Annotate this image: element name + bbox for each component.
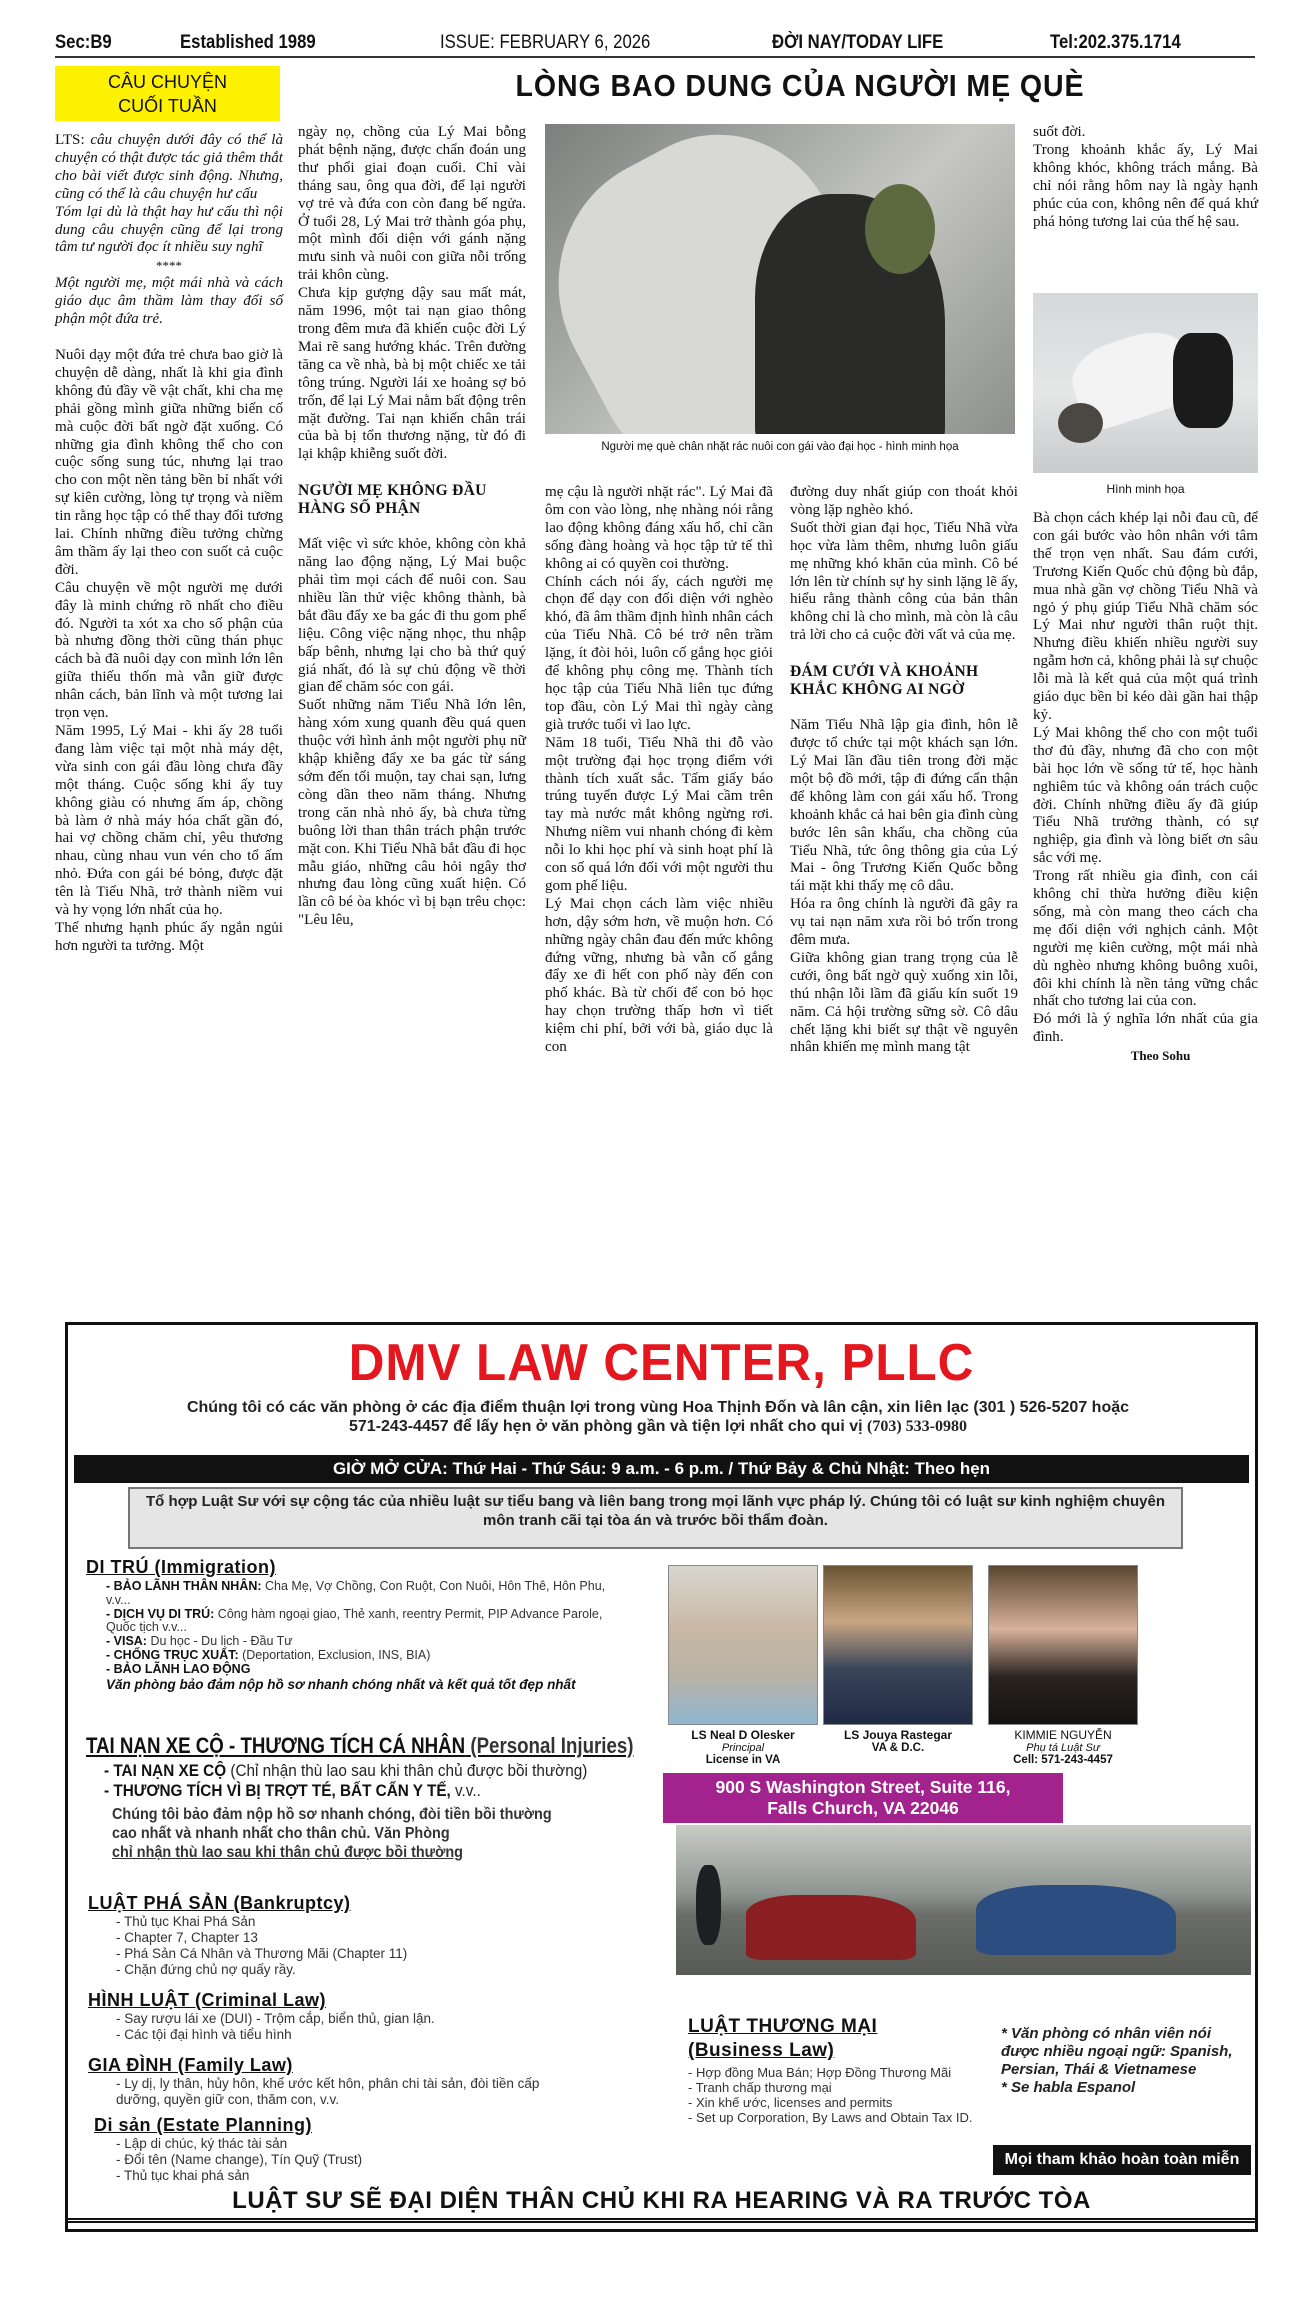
section-heading: DI TRÚ (Immigration)	[86, 1557, 276, 1577]
lawyer-license: License in VA	[705, 1754, 781, 1766]
ad-intro	[178, 1398, 1138, 1436]
lawyer-photo	[988, 1565, 1138, 1725]
paragraph: Lý Mai không thể cho con một tuổi thơ đủ đầy, nhưng đã cho con một bài học lớn về sống tử tế, học hành nghiêm túc và không oán trách cuộc đời. Chính những điều ấy đã giúp Tiểu Nhã trưởng thành, có sự nghiệp, gia đình và lòng biết ơn sâu sắc với mẹ.	[1033, 724, 1258, 867]
paragraph: Mất việc vì sức khỏe, không còn khả năng lao động nặng, Lý Mai buộc phải tìm mọi cách để nuôi con. Sau nhiều lần thử việc không thành, bà bắt đầu đẩy xe ba gác đi thu gom phế liệu. Công việc nặng nhọc, thu nhập bấp bênh, nhưng lại cho bà thứ quý giá nhất, đó là sự chủ động về thời gian để chăm sóc con gái.	[298, 536, 526, 696]
lawyer-photo	[668, 1565, 818, 1725]
estate-planning-section	[94, 2115, 614, 2184]
service-item: - Tranh chấp thương mại	[688, 2080, 832, 2095]
article-column-1	[55, 132, 283, 956]
paragraph: mẹ cậu là người nhặt rác". Lý Mai đã ôm con vào lòng, nhẹ nhàng nói rằng lao động không đáng xấu hổ, chỉ cần sống đàng hoàng và học tập tử tế thì không ai có quyền coi thường.	[545, 484, 773, 572]
paragraph: Bà chọn cách khép lại nỗi đau cũ, để con gái bước vào hôn nhân với tâm thế trọn vẹn nhất. Sau đám cưới, Trương Kiến Quốc chủ động bù đắp, mua nhà gần vợ chồng Tiểu Nhã và ngỏ ý phụ giúp Tiểu Nhã chăm sóc Lý Mai như người thân ruột thịt. Nhưng điều khiến nhiều người suy ngẫm hơn cả, không phải là sự chuộc lỗi mà là kết quả của một quá trình giáo dục bền bỉ kéo dài gần hai thập kỷ.	[1033, 510, 1258, 723]
paragraph: Năm 1995, Lý Mai - khi ấy 28 tuổi đang làm việc tại một nhà máy dệt, vừa sinh con gái đầu lòng chưa đầy một tháng. Cuộc sống khi ấy tuy không giàu có nhưng ấm áp, chồng bà làm ở nhà máy hóa chất gần đó, hai vợ chồng chăm chỉ, yêu thương nhau, cùng nhau vun vén cho tổ ấm nhỏ. Đứa con gái bé bỏng, được đặt tên là Tiểu Nhã, trở thành niềm vui và hy vọng lớn nhất của họ.	[55, 723, 283, 919]
section-heading: Di sản (Estate Planning)	[94, 2115, 313, 2135]
immigration-section	[86, 1557, 606, 1692]
office-address: 900 S Washington Street, Suite 116, Falls Church, VA 22046	[663, 1773, 1063, 1823]
paragraph: Suốt những năm Tiểu Nhã lớn lên, hàng xóm xung quanh đều quá quen thuộc với hình ảnh một người phụ nữ khập khiễng đẩy xe ba gác từ sáng sớm đến tối muộn, tay chai sạn, lưng còng dần theo năm tháng. Nhưng trong căn nhà nhỏ ấy, bà chưa từng buông lời than thân trách phận trước mặt con. Khi Tiểu Nhã bắt đầu đi học mẫu giáo, những câu hỏi ngây thơ nhưng đau lòng cũng xuất hiện. Có lần cô bé òa khóc vì bị bạn trêu chọc: "Lêu lêu,	[298, 697, 526, 929]
section-heading: LUẬT THƯƠNG MẠI	[688, 2016, 878, 2037]
service-item: - Chapter 7, Chapter 13	[116, 1930, 258, 1945]
service-item: - Chặn đứng chủ nợ quấy rầy.	[116, 1962, 296, 1977]
separator: ****	[156, 258, 182, 274]
injury-section	[86, 1733, 666, 1862]
ad-footer-slogan: LUẬT SƯ SẼ ĐẠI DIỆN THÂN CHỦ KHI RA HEARING VÀ RA TRƯỚC TÒA	[68, 2187, 1255, 2223]
lawyer-card	[668, 1565, 818, 1767]
lawyer-name: LS Neal D Olesker	[691, 1728, 795, 1742]
injury-note: Chúng tôi bảo đảm nộp hồ sơ nhanh chóng, đòi tiền bồi thường	[112, 1806, 552, 1823]
lawyer-photo	[823, 1565, 973, 1725]
kicker-line: CÂU CHUYỆN	[107, 72, 227, 92]
paragraph: Trong rất nhiều gia đình, con cái không chỉ thừa hưởng điều kiện sống, mà còn mang theo cách cha mẹ đối diện với nghịch cảnh. Một người mẹ kiên cường, một mái nhà dù nghèo nhưng không buông xuôi, đôi khi chính là nền tảng vững chắc nhất cho tương lai của con.	[1033, 868, 1258, 1010]
editor-note	[55, 132, 283, 204]
article-photo-man-kneeling	[1033, 293, 1258, 473]
service-item: - Phá Sản Cá Nhân và Thương Mãi (Chapter 11)	[116, 1946, 408, 1961]
kicker-line: CUỐI TUẦN	[118, 96, 217, 116]
immigration-note: Văn phòng bảo đảm nộp hồ sơ nhanh chóng nhất và kết quả tốt đẹp nhất	[106, 1676, 576, 1692]
established-year: Established 1989	[180, 32, 316, 53]
lawyer-license: VA & D.C.	[871, 1742, 925, 1754]
lawyer-card	[988, 1565, 1138, 1767]
article-column-5-top	[1033, 124, 1258, 231]
paragraph: Giữa không gian trang trọng của lễ cưới, ông bất ngờ quỳ xuống xin lỗi, thú nhận lỗi lầm đã giấu kín suốt 19 năm. Cả hội trường sững sờ. Cô dâu chết lặng khi biết sự thật về nguyên nhân khiến mẹ mình mang tật	[790, 949, 1018, 1056]
service-item: - Hợp đồng Mua Bán; Hợp Đồng Thương Mãi	[688, 2065, 952, 2080]
lts-text: câu chuyện dưới đây có thể là chuyện có thật được tác giả thêm thắt cho bài viết được sinh động. Nhưng, cũng có thể là câu chuyện hư cấu	[55, 132, 283, 202]
paragraph: Câu chuyện về một người mẹ dưới đây là minh chứng rõ nhất cho điều đó. Người ta xót xa cho số phận của bà nhưng đồng thời cũng thán phục cách bà đã nuôi dạy con mình lớn lên giữa thiếu thốn mà vẫn giữ được nhân cách, bản lĩnh và một tương lai trọn vẹn.	[55, 579, 283, 722]
issue-date: ISSUE: FEBRUARY 6, 2026	[440, 32, 651, 53]
paragraph: Chưa kịp gượng dậy sau mất mát, năm 1996, một tai nạn giao thông trong đêm mưa đã khiến cuộc đời Lý Mai rẽ sang hướng khác. Trên đường tăng ca về nhà, bà bị một chiếc xe tải tông trúng. Người lái xe hoảng sợ bỏ trốn, để lại Lý Mai nằm bất động trên mặt đường. Tai nạn khiến chân trái của bà bị tổn thương nặng, từ đó đi lại khập khiễng suốt đời.	[298, 285, 526, 463]
business-law-section	[688, 2015, 988, 2125]
section-heading: TAI NẠN XE CỘ - THƯƠNG TÍCH CÁ NHÂN (Personal Injuries)	[86, 1733, 634, 1758]
law-firm-advertisement	[65, 1322, 1258, 2232]
injury-note: cao nhất và nhanh nhất cho thân chủ. Văn Phòng	[112, 1825, 450, 1842]
lawyer-role: Phụ tá Luật Sư	[1026, 1742, 1100, 1754]
service-item: - Thủ tục Khai Phá Sản	[116, 1914, 256, 1929]
office-hours-bar: GIỜ MỞ CỬA: Thứ Hai - Thứ Sáu: 9 a.m. - 6 p.m. / Thứ Bảy & Chủ Nhật: Theo hẹn	[74, 1455, 1249, 1483]
lawyer-name: KIMMIE NGUYỄN	[1014, 1728, 1112, 1742]
paragraph: Chính cách nói ấy, cách người mẹ chọn để dạy con đối diện với nghèo khó, đã âm thầm định hình nhân cách của Tiểu Nhã. Cô bé trở nên trầm lặng, ít đòi hỏi, luôn cố gắng học giỏi để không phụ công mẹ. Thành tích học tập của Tiểu Nhã liên tục đứng top đầu, còn Lý Mai thì ngày càng già trước tuổi vì lao lực.	[545, 573, 773, 733]
lawyer-card	[823, 1565, 973, 1755]
lawyer-phone: Cell: 571-243-4457	[1013, 1754, 1113, 1766]
service-item: - Say rượu lái xe (DUI) - Trộm cắp, biển thủ, gian lận.	[116, 2011, 435, 2026]
article-subheading: NGƯỜI MẸ KHÔNG ĐẦU HÀNG SỐ PHẬN	[298, 482, 487, 518]
paragraph: Suốt thời gian đại học, Tiểu Nhã vừa học vừa làm thêm, nhưng luôn giấu mẹ những khó khăn của mình. Cô bé lớn lên từ chính sự hy sinh lặng lẽ ấy, hiểu rằng thành công của bản thân không chỉ là cho mình, mà còn là câu trả lời cho cả cuộc đời vất vả của mẹ.	[790, 519, 1018, 644]
section-heading: (Business Law)	[688, 2040, 835, 2061]
article-byline: Theo Sohu	[1130, 1048, 1191, 1064]
article-column-4	[790, 484, 1018, 1057]
article-subheading: ĐÁM CƯỚI VÀ KHOẢNH KHẮC KHÔNG AI NGỜ	[790, 663, 979, 699]
article-column-5-bottom	[1033, 510, 1258, 1065]
service-item: - DỊCH VỤ DI TRÚ: Công hàm ngoại giao, Thẻ xanh, reentry Permit, PIP Advance Parole, Quốc tịch v.v...	[106, 1606, 603, 1635]
lawyer-name: LS Jouya Rastegar	[843, 1728, 953, 1742]
section-heading: LUẬT PHÁ SẢN (Bankruptcy)	[88, 1893, 351, 1913]
ad-intro-text: Chúng tôi có các văn phòng ở các địa điểm thuận lợi trong vùng Hoa Thịnh Đốn và lân cận, xin liên lạc (301 ) 526-5207 hoặc 571-243-4457 để lấy hẹn ở văn phòng gần và tiện lợi nhất cho qui vị	[186, 1399, 1130, 1435]
service-item: - Đổi tên (Name change), Tín Quỹ (Trust)	[116, 2152, 363, 2167]
page-header	[55, 30, 1255, 58]
paragraph: Lý Mai chọn cách làm việc nhiều hơn, dậy sớm hơn, về muộn hơn. Có những ngày chân đau đến mức không đứng vững, nhưng bà vẫn cố gắng đẩy xe đi hết con phố này đến con phố khác. Bà từ chối để con bỏ học hay chọn trường thấp hơn vì tiết kiệm chi phí, bởi với bà, giáo dục là con	[545, 895, 773, 1056]
paragraph: Trong khoảnh khắc ấy, Lý Mai không khóc, không trách mắng. Bà chỉ nói rằng hôm nay là ngày hạnh phúc của con, không nên để quá khứ phá hỏng tương lai của thế hệ sau.	[1033, 141, 1258, 230]
paragraph: suốt đời.	[1033, 124, 1086, 140]
service-item: - BẢO LÃNH THÂN NHÂN: Cha Mẹ, Vợ Chồng, Con Ruột, Con Nuôi, Hôn Thê, Hôn Phu, v.v...	[106, 1579, 606, 1607]
ad-title: DMV LAW CENTER, PLLC	[348, 1334, 975, 1392]
paragraph: ngày nọ, chồng của Lý Mai bỗng phát bệnh nặng, được chẩn đoán ung thư phổi giai đoạn cuối. Chỉ vài tháng sau, ông qua đời, để lại người vợ trẻ và đứa con còn đang bế ngửa. Ở tuổi 28, Lý Mai trở thành góa phụ, một mình đối diện với gánh nặng mưu sinh và nuôi con giữa nỗi trống trải khôn cùng.	[298, 124, 526, 284]
photo-caption: Hình minh họa	[1106, 482, 1185, 496]
lts-text: Tóm lại dù là thật hay hư cấu thì nội dung câu chuyện cũng để lại trong tâm tư người đọc ít nhiều suy nghĩ	[55, 203, 283, 256]
service-item: - Xin khế ước, licenses and permits	[688, 2095, 893, 2110]
paragraph: Nuôi dạy một đứa trẻ chưa bao giờ là chuyện dễ dàng, nhất là khi gia đình không đủ đầy về vật chất, khi cha mẹ phải gồng mình giữa những biến cố mà cuộc đời bất ngờ đặt xuống. Có những gia đình không thể cho con cuộc sống sung túc, nhưng lại trao cho con một nền tảng bền bỉ nhất với sự kiên cường, lòng tự trọng và niềm tin rằng học tập có thể thay đổi tương lai. Chính những điều tưởng chừng âm thầm ấy lại theo con suốt cả cuộc đời.	[55, 346, 283, 578]
paragraph: Đó mới là ý nghĩa lớn nhất của gia đình.	[1033, 1011, 1258, 1046]
firm-description-box: Tổ hợp Luật Sư với sự cộng tác của nhiều luật sư tiểu bang và liên bang trong mọi lãnh vực pháp lý. Chúng tôi có luật sư kinh nghiệm chuyên môn tranh cãi tại tòa án và trước bồi thẩm đoàn.	[128, 1487, 1183, 1549]
car-accident-photo	[676, 1825, 1251, 1975]
service-item: - Set up Corporation, By Laws and Obtain Tax ID.	[688, 2110, 973, 2125]
ad-phone: (703) 533-0980	[867, 1418, 967, 1435]
free-consultation-banner: Mọi tham khảo hoàn toàn miễn phí	[993, 2145, 1251, 2175]
service-item: - Ly dị, ly thân, hủy hôn, khế ước kết hôn, phân chi tài sản, đòi tiền cấp dưỡng, quyền giữ con, thăm con, v.v.	[116, 2076, 540, 2107]
section-kicker	[55, 66, 280, 121]
service-item: - Các tội đại hình và tiểu hình	[116, 2027, 292, 2042]
service-item: - TAI NẠN XE CỘ (Chỉ nhận thù lao sau khi thân chủ được bồi thường)	[104, 1761, 588, 1780]
article-teaser: Một người mẹ, một mái nhà và cách giáo dục âm thầm làm thay đổi số phận một đứa trẻ.	[55, 275, 283, 328]
article-column-2	[298, 124, 526, 930]
service-item: - BẢO LÃNH LAO ĐỘNG	[106, 1661, 251, 1676]
photo-caption: Người mẹ què chân nhặt rác nuôi con gái vào đại học - hình minh họa	[601, 441, 959, 453]
article-column-3	[545, 484, 773, 1057]
article-headline: LÒNG BAO DUNG CỦA NGƯỜI MẸ QUÈ	[515, 68, 1085, 103]
article-photo-mother-carrying-sack	[545, 124, 1015, 434]
service-item: - CHỐNG TRỤC XUẤT: (Deportation, Exclusion, INS, BIA)	[106, 1647, 431, 1662]
service-item: - Thủ tục khai phá sản	[116, 2168, 250, 2183]
service-item: - VISA: Du học - Du lịch - Đầu Tư	[106, 1634, 293, 1649]
section-number: Sec:B9	[55, 32, 112, 53]
languages-note: * Văn phòng có nhân viên nói được nhiều ngoại ngữ: Spanish, Persian, Thái & Vietnamese * Se habla Espanol	[1001, 2025, 1233, 2096]
lawyer-role: Principal	[721, 1742, 765, 1754]
family-law-section	[88, 2055, 568, 2108]
lts-label: LTS:	[55, 132, 85, 148]
injury-note: chỉ nhận thù lao sau khi thân chủ được bồi thường	[112, 1844, 463, 1861]
service-item: - Lập di chúc, ký thác tài sản	[116, 2136, 288, 2151]
section-heading: HÌNH LUẬT (Criminal Law)	[88, 1990, 327, 2010]
publication-name: ĐỜI NAY/TODAY LIFE	[772, 32, 944, 53]
paragraph: đường duy nhất giúp con thoát khỏi vòng lặp nghèo khó.	[790, 484, 1018, 518]
paragraph: Năm Tiểu Nhã lập gia đình, hôn lễ được tổ chức tại một khách sạn lớn. Lý Mai lần đầu tiên trong đời mặc một bộ đồ mới, tập đi đứng cẩn thận để không làm con gái xấu hổ. Trong khoảnh khắc cả hai bên gia đình cùng bước lên sân khấu, cha chồng của Tiểu Nhã, tức ông thông gia của Lý Mai - ông Trương Kiến Quốc bỗng tái mặt khi thấy mẹ cô dâu.	[790, 717, 1018, 895]
paragraph: Năm 18 tuổi, Tiểu Nhã thi đỗ vào một trường đại học trọng điểm với thành tích xuất sắc. Tấm giấy báo trúng tuyển được Lý Mai cầm trên tay mà nước mắt không ngừng rơi. Nhưng niềm vui nhanh chóng đi kèm nỗi lo khi học phí và sinh hoạt phí là con số quá lớn đối với một người thu gom phế liệu.	[545, 734, 773, 894]
section-heading: GIA ĐÌNH (Family Law)	[88, 2055, 293, 2075]
telephone: Tel:202.375.1714	[1050, 32, 1181, 53]
paragraph: Hóa ra ông chính là người đã gây ra vụ tai nạn năm xưa rồi bỏ trốn trong đêm mưa.	[790, 896, 1018, 949]
criminal-law-section	[88, 1990, 608, 2043]
service-item: - THƯƠNG TÍCH VÌ BỊ TRỢT TÉ, BẤT CẨN Y TẾ, v.v..	[104, 1781, 481, 1800]
paragraph: Thế nhưng hạnh phúc ấy ngắn ngủi hơn người ta tưởng. Một	[55, 919, 283, 954]
bankruptcy-section	[88, 1893, 608, 1978]
